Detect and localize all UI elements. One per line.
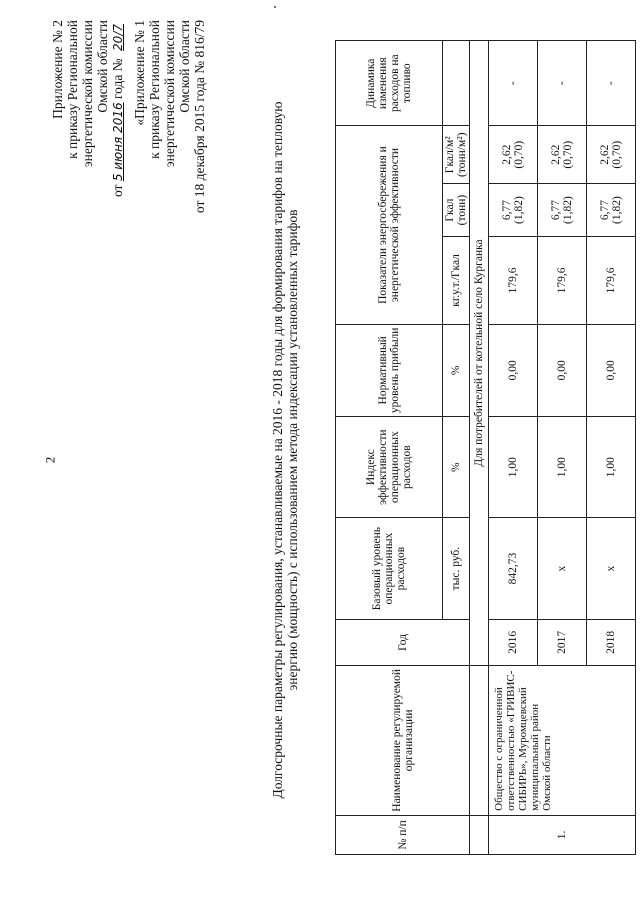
cell-index: 1,00 [587,416,636,517]
table-row [489,41,538,855]
cell-year: 2018 [587,619,636,665]
year-word: года № [110,58,125,100]
header-year: Год [336,619,470,665]
cell-profit: 0,00 [489,324,538,416]
unit-gcal-line1: Гкал [444,198,456,222]
appendix-2-header [50,20,126,270]
cell-index: 1,00 [489,416,538,517]
handwritten-order-number: 20/7 [111,24,125,51]
appendix-2-line4: Омской области [95,20,110,113]
page-number: 2 [42,456,58,464]
cell-gcalm2-sub: (0,70) [611,140,623,169]
cell-profit: 0,00 [538,324,587,416]
appendix-2-date-line [110,20,126,270]
cell-dynamics: - [587,41,636,126]
header-index: Индекс эффективности операционных расходов [336,416,443,517]
appendix-2-line1: Приложение № 2 [50,20,65,119]
date-prefix: от [110,184,125,198]
appendix-1-header [132,20,207,270]
row-number: 1. [489,815,636,854]
title-line1: Долгосрочные параметры регулирования, устанавливаемые на 2016 - 2018 годы для формирования тарифов на тепловую [270,101,285,799]
section-num-empty [470,815,489,854]
appendix-1-line2: к приказу Региональной [147,20,162,159]
cell-gcal-value: 6,77 [501,200,513,221]
cell-index: 1,00 [538,416,587,517]
cell-gcalm2 [538,126,587,184]
cell-kgut: 179,6 [489,237,538,325]
appendix-1-line5: от 18 декабря 2015 года № 816/79 [192,20,207,214]
header-num: № п/п [336,815,470,854]
appendix-1-line1: «Приложение № 1 [132,20,147,126]
title-line2: энергию (мощность) с использованием метода индексации установленных тарифов [285,209,300,691]
unit-profit: % [443,324,470,416]
cell-gcalm2-sub: (0,70) [513,140,525,169]
cell-kgut: 179,6 [587,237,636,325]
header-dynamics: Динамика изменения расходов на топливо [336,41,443,126]
scan-speck [274,6,276,8]
unit-index: % [443,416,470,517]
unit-base: тыс. руб. [443,518,470,619]
handwritten-date: 5 июня 2016 [111,102,125,182]
header-energy: Показатели энергосбережения и энергетической эффективности [336,126,443,324]
organization-name: Общество с ограниченной ответственностью «ГРИВИС-СИБИРЬ», Муромцевский муниципальный район Омской области [489,665,636,815]
table-header-row [336,41,443,855]
cell-gcalm2-value: 2,62 [550,144,562,165]
cell-dynamics: - [489,41,538,126]
section-title: Для потребителей от котельной село Курганка [470,41,489,666]
cell-gcalm2 [587,126,636,184]
cell-gcalm2-sub: (0,70) [562,140,574,169]
cell-kgut: 179,6 [538,237,587,325]
rotated-document [40,10,623,890]
cell-gcal-value: 6,77 [599,200,611,221]
header-org: Наименование регулируемой организации [336,665,470,815]
cell-dynamics: - [538,41,587,126]
unit-gcalm2-line2: (тонн/м²) [456,132,468,177]
cell-profit: 0,00 [587,324,636,416]
cell-gcalm2-value: 2,62 [501,144,513,165]
cell-year: 2016 [489,619,538,665]
unit-gcalm2 [443,126,470,184]
unit-dynamics-empty [443,41,470,126]
unit-gcalm2-line1: Гкал/м² [444,136,456,174]
cell-gcal-sub: (1,82) [513,196,525,224]
cell-gcal [538,184,587,237]
appendix-1-line3: энергетической комиссии [162,20,177,168]
cell-base: 842,73 [489,518,538,619]
appendix-1-line4: Омской области [177,20,192,113]
unit-gcal-line2: (тонн) [456,194,468,226]
unit-gcal [443,184,470,237]
cell-year: 2017 [538,619,587,665]
parameters-table [335,40,636,855]
cell-gcal [587,184,636,237]
cell-gcal [489,184,538,237]
appendix-2-line2: к приказу Региональной [65,20,80,159]
header-profit: Нормативный уровень прибыли [336,324,443,416]
cell-gcal-sub: (1,82) [562,196,574,224]
cell-gcal-sub: (1,82) [611,196,623,224]
cell-base: х [587,518,636,619]
document-title [270,40,300,860]
cell-base: х [538,518,587,619]
cell-gcal-value: 6,77 [550,200,562,221]
cell-gcalm2-value: 2,62 [599,144,611,165]
header-base: Базовый уровень операционных расходов [336,518,443,619]
unit-kgut: кг.у.т./Гкал [443,237,470,325]
appendix-2-line3: энергетической комиссии [80,20,95,168]
section-org-empty [470,665,489,815]
section-row [470,41,489,855]
cell-gcalm2 [489,126,538,184]
